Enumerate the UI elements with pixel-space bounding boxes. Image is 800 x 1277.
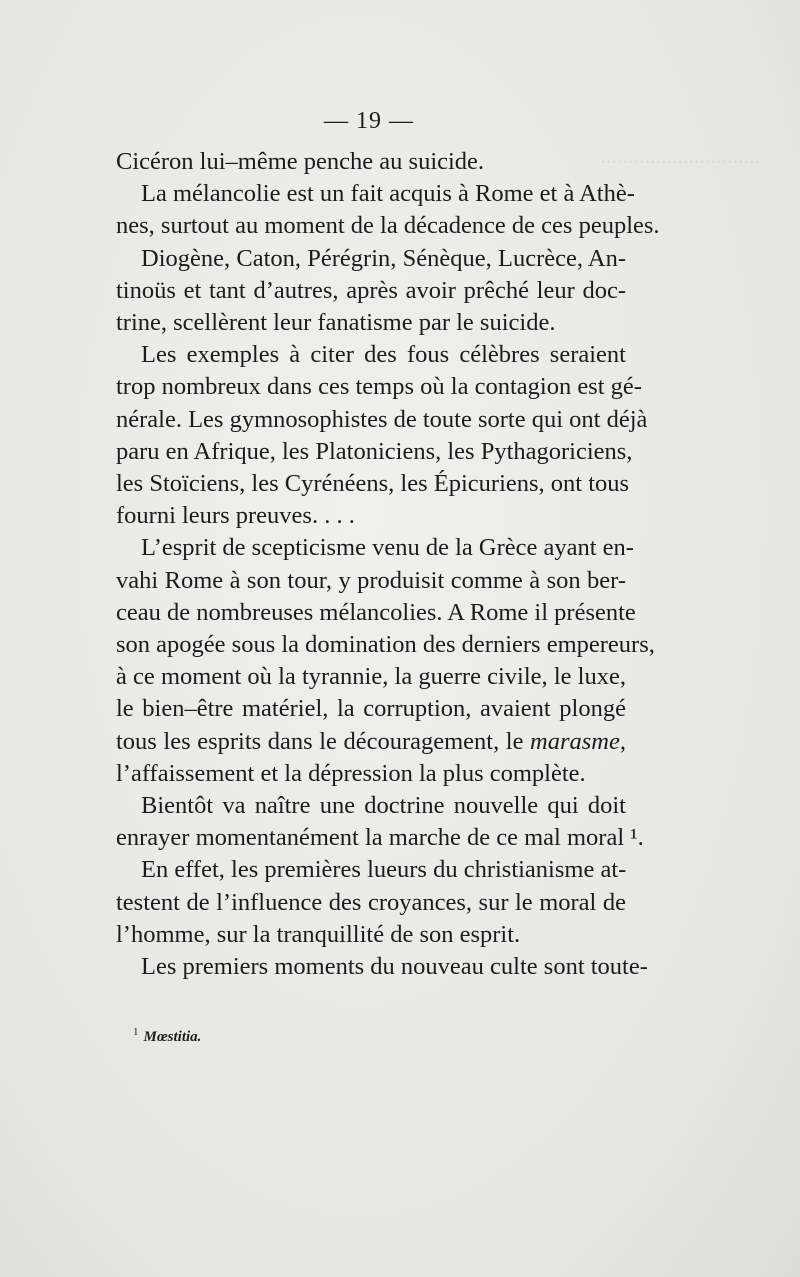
show-through-text: ............................. bbox=[600, 143, 760, 168]
text-line: trine, scellèrent leur fanatisme par le suicide. bbox=[116, 309, 556, 337]
text-line: tinoüs et tant d’autres, après avoir prêché leur doc- bbox=[116, 276, 626, 304]
text-line: nes, surtout au moment de la décadence de ces peuples. bbox=[116, 212, 660, 240]
text-line: enrayer momentanément la marche de ce mal moral ¹. bbox=[116, 824, 644, 852]
page-number: — 19 — bbox=[324, 108, 414, 134]
footnote bbox=[133, 1026, 201, 1046]
text-line: nérale. Les gymnosophistes de toute sorte qui ont déjà bbox=[116, 405, 648, 433]
body-text bbox=[116, 146, 660, 983]
text-line: son apogée sous la domination des derniers empereurs, bbox=[116, 631, 655, 659]
text-line: testent de l’influence des croyances, sur le moral de bbox=[116, 888, 626, 916]
text-line: En effet, les premières lueurs du christianisme at- bbox=[141, 856, 627, 884]
footnote-text: Mœstitia. bbox=[143, 1029, 202, 1045]
text-line: ceau de nombreuses mélancolies. A Rome il présente bbox=[116, 598, 636, 626]
text-line: l’homme, sur la tranquillité de son esprit. bbox=[116, 920, 521, 948]
text-line: paru en Afrique, les Platoniciens, les Pythagoriciens, bbox=[116, 437, 633, 465]
text-line: vahi Rome à son tour, y produisit comme à son ber- bbox=[116, 566, 626, 594]
text-line: le bien–être matériel, la corruption, avaient plongé bbox=[116, 695, 626, 723]
text-line: à ce moment où la tyrannie, la guerre civile, le luxe, bbox=[116, 663, 626, 691]
text-line: Diogène, Caton, Pérégrin, Sénèque, Lucrèce, An- bbox=[141, 244, 626, 272]
text-line: Les exemples à citer des fous célèbres seraient bbox=[141, 341, 626, 369]
text-line: Les premiers moments du nouveau culte sont toute- bbox=[141, 953, 648, 981]
italic-term: marasme bbox=[530, 727, 620, 755]
footnote-marker: 1 bbox=[133, 1026, 139, 1038]
text-line: fourni leurs preuves. . . . bbox=[116, 502, 355, 530]
text-line: Bientôt va naître une doctrine nouvelle qui doit bbox=[141, 792, 626, 820]
text-line: l’affaissement et la dépression la plus complète. bbox=[116, 759, 586, 787]
text-line: tous les esprits dans le découragement, le marasme, bbox=[116, 727, 626, 755]
text-line: Cicéron lui–même penche au suicide. bbox=[116, 148, 485, 175]
text-line: les Stoïciens, les Cyrénéens, les Épicuriens, ont tous bbox=[116, 470, 630, 498]
text-line: L’esprit de scepticisme venu de la Grèce ayant en- bbox=[141, 534, 634, 562]
text-line: trop nombreux dans ces temps où la contagion est gé- bbox=[116, 373, 642, 401]
text-line: La mélancolie est un fait acquis à Rome et à Athè- bbox=[141, 180, 635, 208]
